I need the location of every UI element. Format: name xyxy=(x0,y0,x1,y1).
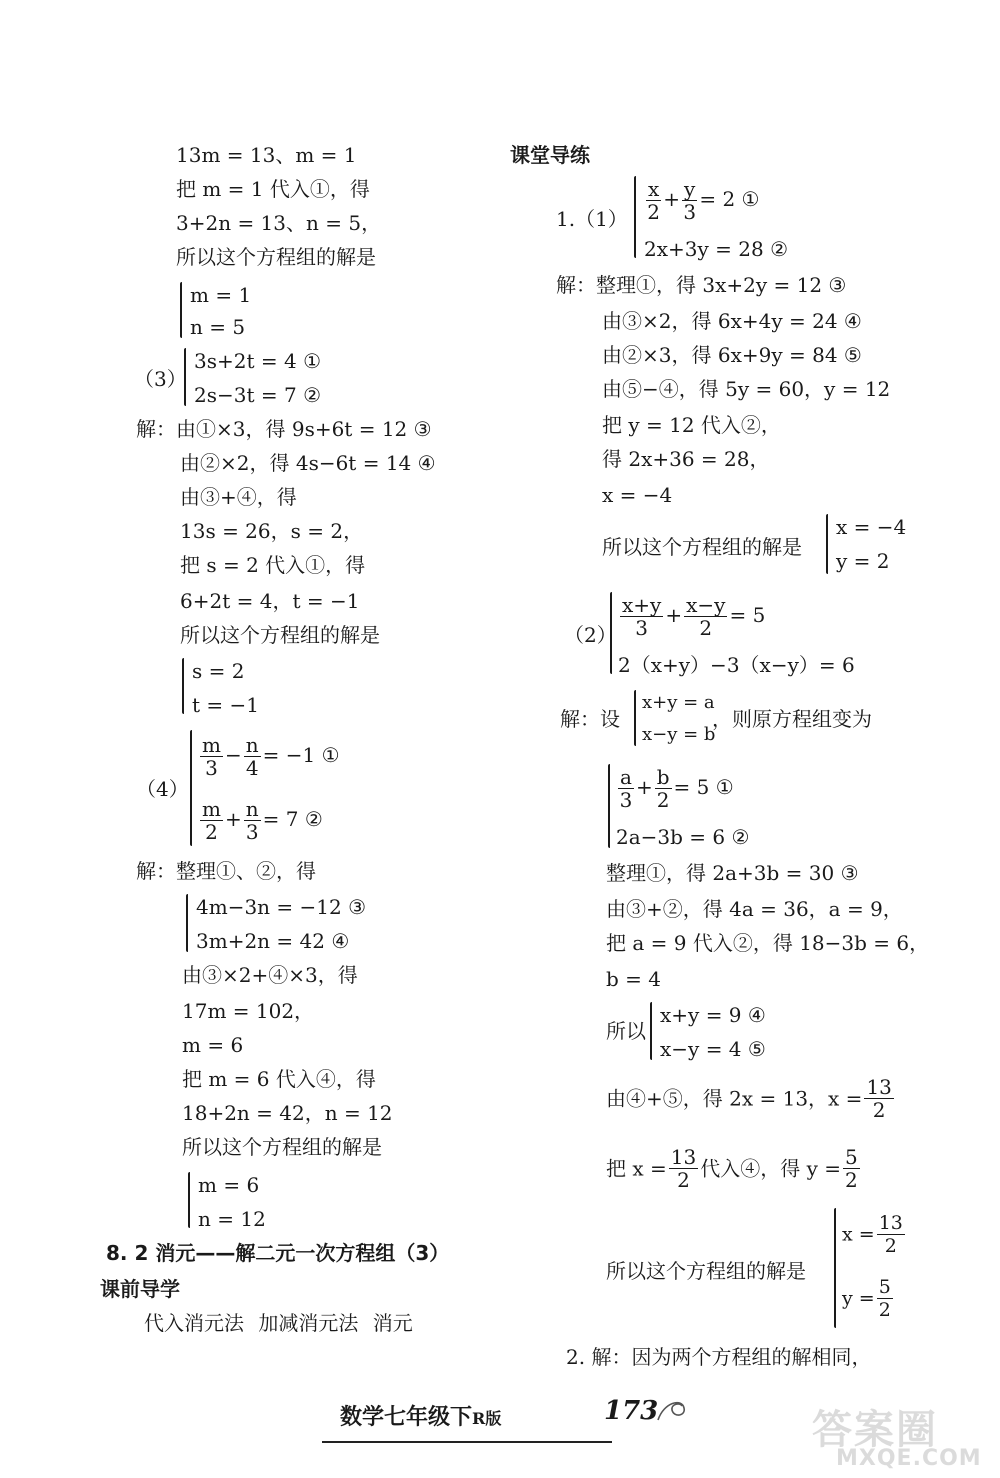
line: 由③+②，得 4a = 36，a = 9， xyxy=(606,897,903,921)
line: 把 y = 12 代入②， xyxy=(602,413,781,437)
line: 把 m = 6 代入④，得 xyxy=(182,1067,376,1091)
equation: x−y = b xyxy=(642,724,716,745)
line-text: 代入④，得 y = xyxy=(700,1156,841,1181)
line: 3+2n = 13、n = 5， xyxy=(176,211,382,235)
swirl-ornament-icon xyxy=(654,1392,690,1426)
equation: $\frac{x}{2}$ + $\frac{y}{3}$ = 2 ① xyxy=(647,177,760,224)
equation: x−y = 4 ⑤ xyxy=(660,1037,766,1061)
equation: 4m−3n = −12 ③ xyxy=(196,895,367,919)
book-title-text: 数学七年级下 xyxy=(340,1405,473,1430)
brace xyxy=(826,514,828,574)
line: m = 6 xyxy=(182,1033,244,1057)
line: 18+2n = 42，n = 12 xyxy=(182,1101,393,1125)
denominator: 3 xyxy=(635,616,649,640)
equation-rest: = 5 ① xyxy=(673,775,734,799)
equation: $\frac{m}{3}$ − $\frac{n}{4}$ = −1 ① xyxy=(202,733,340,780)
equation: 2x+3y = 28 ② xyxy=(644,237,788,261)
line: 解：整理①，得 3x+2y = 12 ③ xyxy=(556,273,847,297)
edition-label: R版 xyxy=(472,1409,502,1428)
denominator: 4 xyxy=(245,756,259,780)
brace xyxy=(650,1002,652,1060)
numerator: 5 xyxy=(878,1276,891,1298)
solution-line: y = 2 xyxy=(836,549,890,573)
numerator: n xyxy=(245,797,259,821)
numerator: x xyxy=(648,177,660,201)
brace xyxy=(180,282,182,338)
numerator: 13 xyxy=(670,1145,697,1169)
book-title xyxy=(340,1400,501,1431)
equation: 3s+2t = 4 ① xyxy=(194,349,321,373)
equation: $\frac{m}{2}$ + $\frac{n}{3}$ = 7 ② xyxy=(202,797,323,844)
line: 解：由①×3，得 9s+6t = 12 ③ xyxy=(136,417,432,441)
line-text: x = xyxy=(842,1223,875,1246)
equation-rest: = 5 xyxy=(729,603,766,627)
line: 2. 解：因为两个方程组的解相同， xyxy=(566,1345,872,1369)
numerator: 5 xyxy=(845,1145,858,1169)
solution-line xyxy=(842,1212,907,1257)
brace xyxy=(190,730,192,846)
footer-rule xyxy=(322,1441,612,1443)
line: 由⑤−④，得 5y = 60，y = 12 xyxy=(602,377,891,401)
line: 所以这个方程组的解是 xyxy=(602,535,802,559)
numerator: b xyxy=(656,765,670,789)
section-title: 8. 2 消元——解二元一次方程组（3） xyxy=(106,1241,450,1265)
equation: x+y = 9 ④ xyxy=(660,1003,766,1027)
brace xyxy=(610,592,612,674)
line: 所以这个方程组的解是 xyxy=(180,623,380,647)
denominator: 2 xyxy=(205,820,218,844)
solution-line: m = 1 xyxy=(190,283,252,307)
denominator: 2 xyxy=(647,200,660,224)
line: 由②×2，得 4s−6t = 14 ④ xyxy=(180,451,436,475)
equation: $\frac{a}{3}$ + $\frac{b}{2}$ = 5 ① xyxy=(619,765,734,812)
line: 由③×2+④×3，得 xyxy=(182,963,358,987)
numerator: x+y xyxy=(622,593,662,617)
brace xyxy=(184,348,186,406)
line: 所以 xyxy=(606,1019,646,1043)
numerator: m xyxy=(202,733,221,757)
denominator: 2 xyxy=(656,788,670,812)
line: b = 4 xyxy=(606,967,661,991)
brace xyxy=(634,176,636,258)
brace xyxy=(834,1208,836,1328)
brace xyxy=(182,658,184,714)
line: 把 m = 1 代入①，得 xyxy=(176,177,370,201)
solution-line xyxy=(842,1276,895,1321)
line: 由③×2，得 6x+4y = 24 ④ xyxy=(602,309,862,333)
denominator: 2 xyxy=(677,1168,690,1192)
solution-line: n = 12 xyxy=(198,1207,266,1231)
line: 由③+④，得 xyxy=(180,485,297,509)
equation-rest: = −1 ① xyxy=(262,743,340,767)
solution-line: m = 6 xyxy=(198,1173,260,1197)
equation: $\frac{x+y}{3}$ + $\frac{x-y}{2}$ = 5 xyxy=(622,593,766,640)
line: x = −4 xyxy=(602,483,673,507)
line: 得 2x+36 = 28， xyxy=(602,447,770,471)
line: 解：整理①、②，得 xyxy=(136,859,316,883)
line: 17m = 102， xyxy=(182,999,315,1023)
watermark-logo xyxy=(812,1398,997,1474)
problem-label: （2） xyxy=(564,623,617,647)
solution-line: s = 2 xyxy=(192,659,245,683)
solution-line: x = −4 xyxy=(836,515,907,539)
solution-line: t = −1 xyxy=(192,693,259,717)
problem-label: （4） xyxy=(136,777,189,801)
line xyxy=(606,1146,862,1191)
line: 由②×3，得 6x+9y = 84 ⑤ xyxy=(602,343,862,367)
line: 13m = 13、m = 1 xyxy=(176,143,357,167)
equation-rest: = 2 ① xyxy=(699,187,760,211)
line xyxy=(606,1076,896,1121)
equation: 2a−3b = 6 ② xyxy=(616,825,750,849)
denominator: 2 xyxy=(872,1098,886,1122)
brace xyxy=(188,1172,190,1228)
line-text: 把 x = xyxy=(606,1156,667,1181)
solution-line: n = 5 xyxy=(190,315,246,339)
page-number: 173 xyxy=(604,1396,659,1426)
equation: 2（x+y）−3（x−y）= 6 xyxy=(618,653,855,677)
line: ，则原方程组变为 xyxy=(712,707,872,731)
brace xyxy=(186,894,188,952)
denominator: 2 xyxy=(884,1235,897,1257)
denominator: 3 xyxy=(619,788,633,812)
numerator: x−y xyxy=(686,593,726,617)
watermark-text: 答案圈 xyxy=(812,1407,938,1453)
line: 把 a = 9 代入②，得 18−3b = 6， xyxy=(606,931,930,955)
brace xyxy=(608,764,610,848)
numerator: m xyxy=(202,797,221,821)
problem-label: （3） xyxy=(134,367,187,391)
equation: 3m+2n = 42 ④ xyxy=(196,929,350,953)
equation: x+y = a xyxy=(642,692,715,713)
numerator: n xyxy=(245,733,259,757)
line: 解：设 xyxy=(560,707,620,731)
line: 把 s = 2 代入①，得 xyxy=(180,553,366,577)
line: 所以这个方程组的解是 xyxy=(176,245,376,269)
equation: 2s−3t = 7 ② xyxy=(194,383,321,407)
watermark-url: MXQE.COM xyxy=(836,1446,982,1471)
line: 所以这个方程组的解是 xyxy=(606,1259,806,1283)
subsection-title: 课堂导练 xyxy=(510,143,590,167)
numerator: 13 xyxy=(866,1075,892,1099)
line-text: 由④+⑤，得 2x = 13，x = xyxy=(606,1086,863,1111)
equation-rest: = 7 ② xyxy=(262,807,323,831)
denominator: 3 xyxy=(683,200,697,224)
numerator: a xyxy=(620,765,632,789)
subsection-title: 课前导学 xyxy=(100,1277,180,1301)
brace xyxy=(634,690,636,746)
answer-line: 代入消元法 加减消元法 消元 xyxy=(144,1311,413,1335)
line: 6+2t = 4，t = −1 xyxy=(180,589,360,613)
denominator: 3 xyxy=(205,756,218,780)
line-text: y = xyxy=(842,1287,875,1310)
denominator: 3 xyxy=(245,820,259,844)
line: 所以这个方程组的解是 xyxy=(182,1135,382,1159)
line: 整理①，得 2a+3b = 30 ③ xyxy=(606,861,859,885)
denominator: 2 xyxy=(699,616,713,640)
numerator: 13 xyxy=(878,1212,903,1234)
denominator: 2 xyxy=(878,1299,891,1321)
denominator: 2 xyxy=(845,1168,858,1192)
problem-label: 1.（1） xyxy=(556,207,628,231)
line: 13s = 26，s = 2， xyxy=(180,519,364,543)
numerator: y xyxy=(684,177,696,201)
